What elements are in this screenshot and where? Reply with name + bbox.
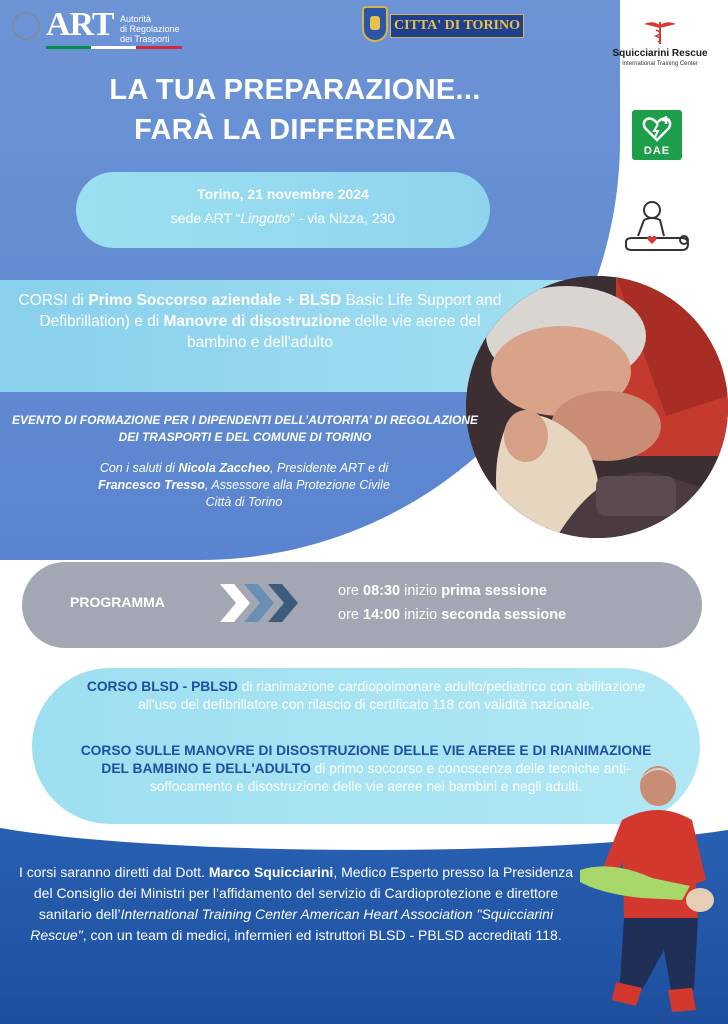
dae-label: DAE xyxy=(643,145,671,157)
event-venue xyxy=(76,210,490,226)
venue-prefix: sede ART “ xyxy=(170,210,241,226)
program-session-2 xyxy=(338,607,566,623)
event-title: EVENTO DI FORMAZIONE PER I DIPENDENTI DELL’AUTORITA’ DI REGOLAZIONE DEI TRASPORTI E DEL COMUNE DI TORINO xyxy=(11,413,479,444)
courses-description xyxy=(18,290,502,353)
art-text-line: Autorità xyxy=(120,14,152,24)
event-date: Torino, 21 novembre 2024 xyxy=(197,186,369,202)
session-time: 08:30 xyxy=(363,583,401,599)
cpr-photo-illustration xyxy=(466,276,728,538)
art-logo-mark: ART xyxy=(46,6,114,43)
session-text: inizio xyxy=(400,583,442,599)
course-title: CORSO SULLE MANOVRE DI DISOSTRUZIONE DELLE VIE AEREE E DI RIANIMAZIONE DEL BAMBINO E DELL'ADULTO xyxy=(80,743,652,776)
course-text: di primo soccorso e conoscenza delle tecniche anti-soffocamento e disostruzione delle vie aeree nei bambini e negli adulti. xyxy=(149,761,631,794)
course-title: CORSO BLSD - PBLSD xyxy=(86,679,238,694)
director-paragraph xyxy=(16,862,576,946)
session-time: 14:00 xyxy=(363,607,401,623)
session-name: prima sessione xyxy=(441,583,547,599)
director-name: Marco Squicciarini xyxy=(208,864,334,880)
courses-text: CORSI di xyxy=(18,292,89,309)
courses-text: delle vie aeree del bambino e dell'adulto xyxy=(186,313,481,351)
director-text: I corsi saranno diretti dal Dott. xyxy=(18,864,209,880)
torino-logo-text: CITTA' DI TORINO xyxy=(390,14,524,38)
title-line-2: FARÀ LA DIFFERENZA xyxy=(134,114,456,146)
squicciarini-logo xyxy=(600,18,720,72)
courses-text: Basic Life Support and Defibrillation) e di xyxy=(39,292,502,330)
greeting-person: Francesco Tresso xyxy=(98,478,205,492)
cpr-training-photo xyxy=(466,276,728,538)
italy-emblem-icon xyxy=(12,12,40,40)
session-text: inizio xyxy=(400,607,442,623)
course-text: di rianimazione cardiopolmonare adulto/pediatrico con abilitazione all'uso del defibrillatore con rilascio di certificato 118 con validità nazionale. xyxy=(138,679,646,712)
venue-name: Lingotto xyxy=(240,210,291,226)
art-text-line: di Regolazione xyxy=(120,24,180,34)
director-text: , Medico Esperto presso la Presidenza del Consiglio dei Ministri per l’affidamento del servizio di Cardioprotezione e direttore sanitario dell’ xyxy=(33,864,574,922)
art-logo-text xyxy=(120,14,190,44)
director-organization: International Training Center American Heart Association "Squicciarini Rescue" xyxy=(30,906,554,943)
courses-text: + xyxy=(281,292,299,309)
session-text: ore xyxy=(338,583,363,599)
art-text-line: dei Trasporti xyxy=(120,34,170,44)
program-session-1 xyxy=(338,583,547,599)
caduceus-icon xyxy=(640,18,680,44)
instructor-photo xyxy=(572,760,728,1024)
torino-logo xyxy=(362,6,524,44)
italian-flag-stripe xyxy=(46,46,182,49)
program-pill xyxy=(22,562,702,648)
session-name: seconda sessione xyxy=(441,607,567,623)
squicciarini-name: Squicciarini Rescue xyxy=(612,48,708,59)
date-venue-pill xyxy=(76,172,490,248)
courses-highlight: Primo Soccorso aziendale xyxy=(88,292,282,309)
squicciarini-subtitle: International Training Center xyxy=(622,61,698,67)
dae-logo xyxy=(632,110,682,160)
page-title xyxy=(40,70,550,150)
title-line-1: LA TUA PREPARAZIONE... xyxy=(109,74,481,106)
torino-shield-icon xyxy=(362,6,388,42)
course-blsd-description xyxy=(68,678,664,714)
greeting-person: Nicola Zaccheo xyxy=(178,461,271,475)
greeting-text: Con i saluti di xyxy=(99,461,179,475)
greeting-text: , Assessore alla Protezione Civile xyxy=(204,478,390,492)
greeting-text: , Presidente ART e di xyxy=(270,461,389,475)
cpr-icon xyxy=(622,200,692,256)
chevrons-right-icon xyxy=(218,582,298,624)
director-text: , con un team di medici, infermieri ed istruttori BLSD - PBLSD accreditati 118. xyxy=(82,927,562,943)
program-label: PROGRAMMA xyxy=(70,594,165,610)
courses-highlight: Manovre di disostruzione xyxy=(163,313,351,330)
venue-address: ” - via Nizza, 230 xyxy=(290,210,396,226)
defibrillator-heart-icon xyxy=(642,116,672,142)
greeting-text: Città di Torino xyxy=(205,495,283,509)
session-text: ore xyxy=(338,607,363,623)
event-greetings xyxy=(24,460,464,511)
art-logo xyxy=(12,6,180,52)
courses-highlight: BLSD xyxy=(298,292,342,309)
